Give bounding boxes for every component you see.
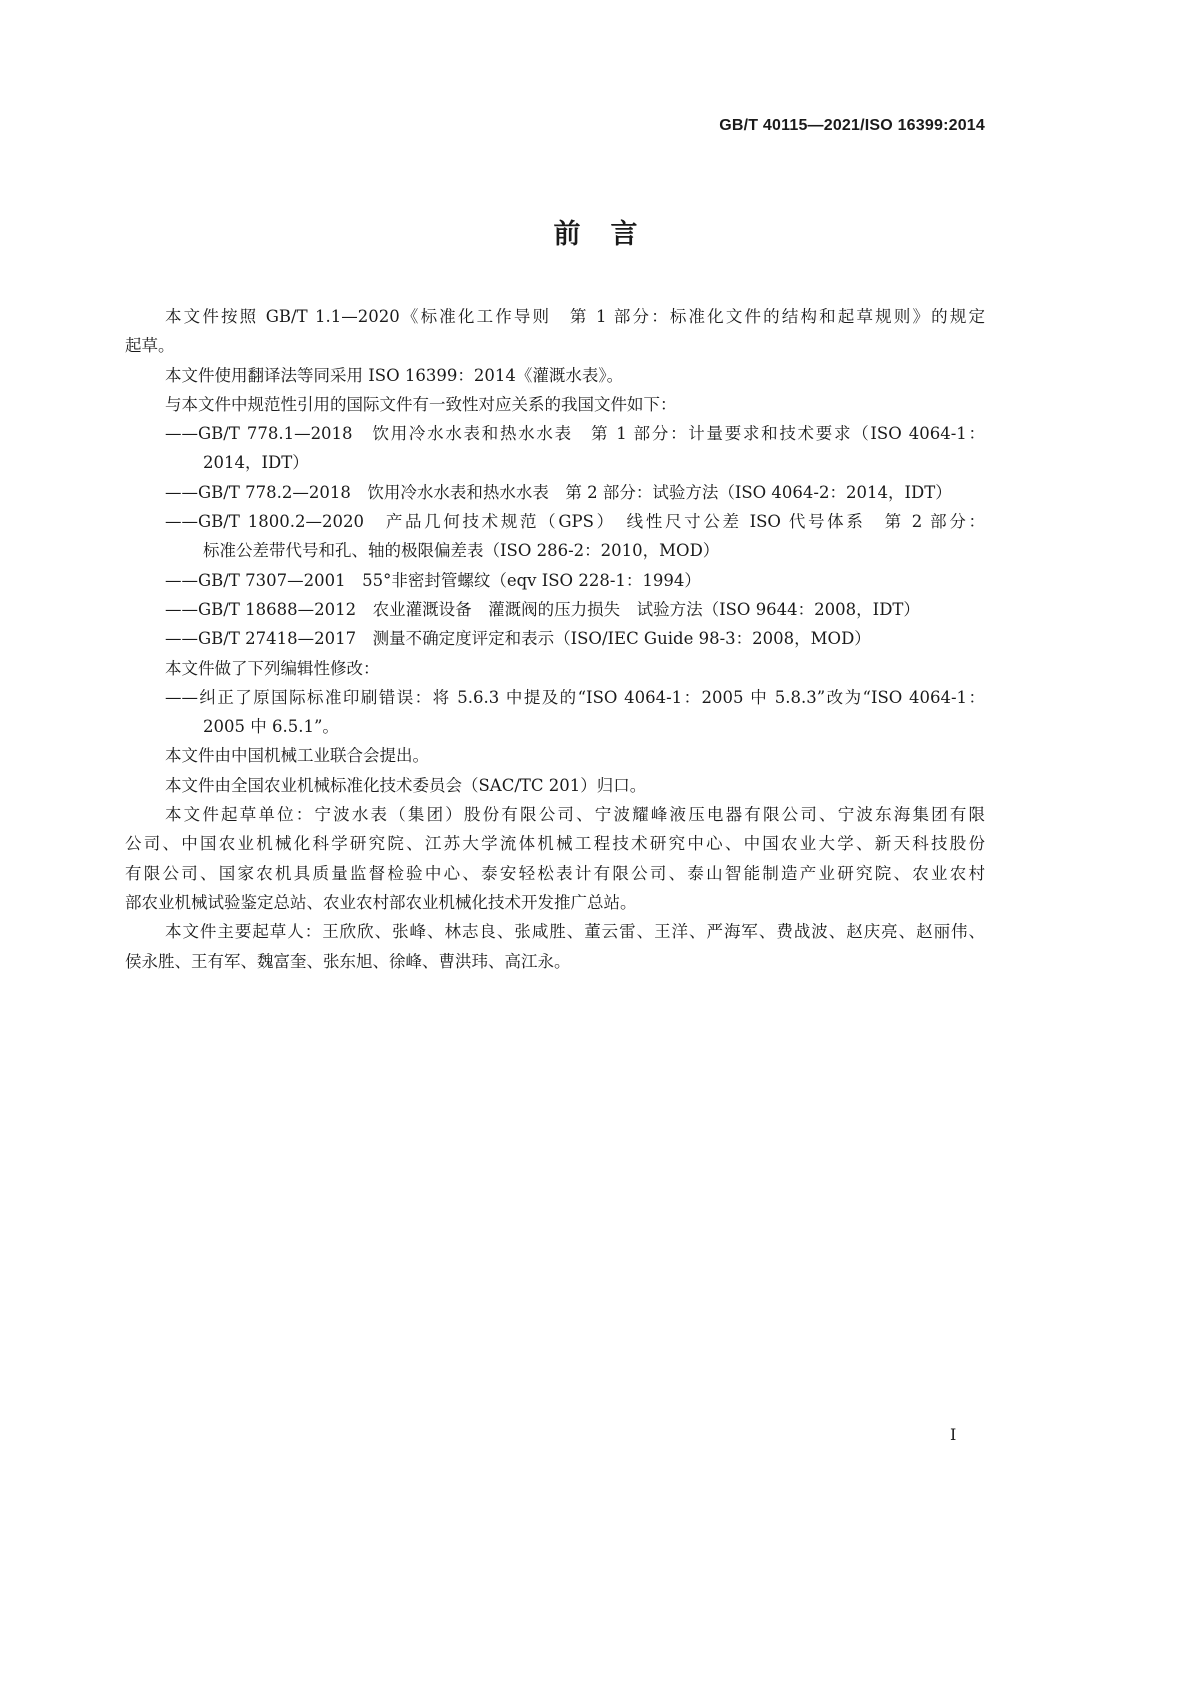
text-line: ——GB/T 7307—2001 55°非密封管螺纹（eqv ISO 228-1：1994） [165, 570, 701, 590]
text-line: 与本文件中规范性引用的国际文件有一致性对应关系的我国文件如下： [165, 394, 677, 414]
text-line: 标准公差带代号和孔、轴的极限偏差表（ISO 286-2：2010，MOD） [203, 541, 720, 561]
text-line: 本文件使用翻译法等同采用 ISO 16399：2014《灌溉水表》。 [165, 365, 624, 385]
text-line: 本文件做了下列编辑性修改： [165, 658, 380, 678]
foreword-body [125, 302, 985, 976]
text-line: ——GB/T 1800.2—2020 产品几何技术规范（GPS） 线性尺寸公差 ISO 代号体系 第 2 部分： [165, 512, 985, 532]
text-line: 起草。 [125, 336, 175, 356]
text-line: 本文件起草单位：宁波水表（集团）股份有限公司、宁波耀峰液压电器有限公司、宁波东海集团有限 [165, 805, 985, 825]
text-line: 本文件主要起草人：王欣欣、张峰、林志良、张咸胜、董云雷、王洋、严海军、费战波、赵庆亮、赵丽伟、 [165, 922, 985, 942]
text-line: ——GB/T 18688—2012 农业灌溉设备 灌溉阀的压力损失 试验方法（ISO 9644：2008，IDT） [165, 599, 920, 619]
text-line: 本文件由中国机械工业联合会提出。 [165, 746, 429, 766]
text-line: ——GB/T 27418—2017 测量不确定度评定和表示（ISO/IEC Guide 98-3：2008，MOD） [165, 629, 871, 649]
text-line: ——GB/T 778.2—2018 饮用冷水水表和热水水表 第 2 部分：试验方法（ISO 4064-2：2014，IDT） [165, 482, 952, 502]
text-line: 本文件由全国农业机械标准化技术委员会（SAC/TC 201）归口。 [165, 775, 647, 795]
text-line: 部农业机械试验鉴定总站、农业农村部农业机械化技术开发推广总站。 [125, 892, 637, 912]
text-line: ——纠正了原国际标准印刷错误：将 5.6.3 中提及的“ISO 4064-1：2005 中 5.8.3”改为“ISO 4064-1： [165, 687, 985, 707]
text-line: 有限公司、国家农机具质量监督检验中心、泰安轻松表计有限公司、泰山智能制造产业研究院、农业农村 [125, 863, 985, 883]
document-code-header: GB/T 40115—2021/ISO 16399:2014 [719, 117, 985, 134]
text-line: 公司、中国农业机械化科学研究院、江苏大学流体机械工程技术研究中心、中国农业大学、新天科技股份 [125, 834, 985, 854]
text-line: 2014，IDT） [203, 453, 309, 473]
page-title: 前言 [553, 219, 668, 250]
text-line: ——GB/T 778.1—2018 饮用冷水水表和热水水表 第 1 部分：计量要求和技术要求（ISO 4064-1： [165, 424, 985, 444]
text-line: 2005 中 6.5.1”。 [203, 717, 339, 737]
page-number: I [950, 1425, 957, 1444]
text-line: 侯永胜、王有军、魏富奎、张东旭、徐峰、曹洪玮、高江永。 [125, 951, 571, 971]
text-line: 本文件按照 GB/T 1.1—2020《标准化工作导则 第 1 部分：标准化文件的结构和起草规则》的规定 [165, 307, 985, 326]
